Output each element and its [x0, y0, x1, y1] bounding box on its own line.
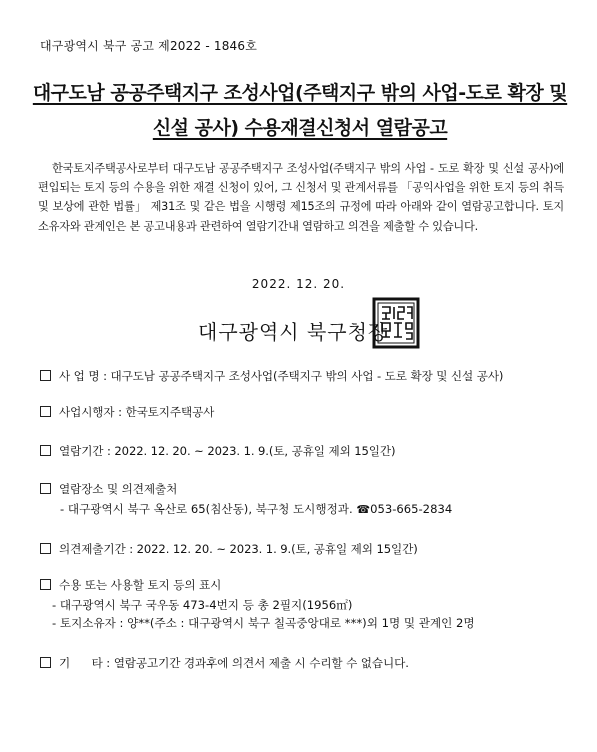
item-place-detail — [60, 501, 452, 517]
item-period-value: 2022. 12. 20. ~ 2023. 1. 9.(토, 공휴일 제외 15일간) — [114, 444, 396, 458]
notice-title-line2: 신설 공사) 수용재결신청서 열람공고 — [152, 117, 448, 139]
notice-body: 한국토지주택공사로부터 대구도남 공공주택지구 조성사업(주택지구 밖의 사업 - 도로 확장 및 신설 공사)에 편입되는 토지 등의 수용을 위한 재결 신청이 있어, 그 신청서 및 관계서류를 「공익사업을 위한 토지 등의 취득 및 보상에 관한 법률」 제31조 및 같은 법을 시행령 제15조의 규정에 따라 아래와 같이 열람공고합니다. 토지소유자와 관계인은 본 공고내용과 관련하여 열람기간내 열람하고 의견을 제출할 수 있습니다. — [38, 162, 564, 233]
item-place — [40, 481, 177, 497]
item-operator-value: 한국토지주택공사 — [125, 405, 215, 419]
item-land-label: 수용 또는 사용할 토지 등의 표시 — [59, 578, 222, 592]
checkbox-icon — [40, 483, 51, 494]
item-period: 열람기간 : 2022. 12. 20. ~ 2023. 1. 9.(토, 공휴일 제외 15일간) — [40, 443, 395, 459]
notice-title-line1: 대구도남 공공주택지구 조성사업(주택지구 밖의 사업-도로 확장 및 — [32, 82, 568, 104]
item-land — [40, 577, 221, 593]
item-project-label: 사 업 명 — [59, 369, 100, 383]
issuer-name: 대구광역시 북구청장 — [198, 320, 389, 344]
checkbox-icon — [40, 406, 51, 417]
item-period-label: 열람기간 — [59, 444, 104, 458]
item-place-value: - 대구광역시 북구 옥산로 65(침산동), 북구청 도시행정과. — [60, 502, 353, 516]
checkbox-icon — [40, 370, 51, 381]
checkbox-icon — [40, 579, 51, 590]
checkbox-icon — [40, 445, 51, 456]
item-operator: 사업시행자 : 한국토지주택공사 — [40, 404, 214, 420]
item-project: 사 업 명 : 대구도남 공공주택지구 조성사업(주택지구 밖의 사업 - 도로 확장 및 신설 공사) — [40, 368, 503, 384]
checkbox-icon — [40, 657, 51, 668]
item-land-line1: - 대구광역시 북구 국우동 473-4번지 등 총 2필지(1956㎡) — [52, 598, 353, 612]
item-land-line2: - 토지소유자 : 양**(주소 : 대구광역시 북구 칠곡중앙대로 ***)외 1명 및 관계인 2명 — [52, 616, 475, 630]
notice-date: 2022. 12. 20. — [251, 277, 346, 291]
item-other-label: 기 타 — [59, 656, 103, 670]
item-opinion: 의견제출기간 : 2022. 12. 20. ~ 2023. 1. 9.(토, 공휴일 제외 15일간) — [40, 541, 418, 557]
item-project-value: 대구도남 공공주택지구 조성사업(주택지구 밖의 사업 - 도로 확장 및 신설 공사) — [110, 369, 504, 383]
official-seal-icon — [372, 297, 420, 349]
notice-number: 대구광역시 북구 공고 제2022 - 1846호 — [40, 39, 257, 53]
item-opinion-label: 의견제출기간 — [59, 542, 126, 556]
item-place-label: 열람장소 및 의견제출처 — [59, 482, 178, 496]
item-place-phone: 053-665-2834 — [370, 502, 453, 516]
item-opinion-value: 2022. 12. 20. ~ 2023. 1. 9.(토, 공휴일 제외 15일간) — [136, 542, 418, 556]
item-other: 기 타 : 열람공고기간 경과후에 의견서 제출 시 수리할 수 없습니다. — [40, 655, 409, 671]
telephone-icon: ☎ — [356, 503, 371, 516]
checkbox-icon — [40, 543, 51, 554]
item-other-value: 열람공고기간 경과후에 의견서 제출 시 수리할 수 없습니다. — [113, 656, 409, 670]
item-operator-label: 사업시행자 — [59, 405, 115, 419]
